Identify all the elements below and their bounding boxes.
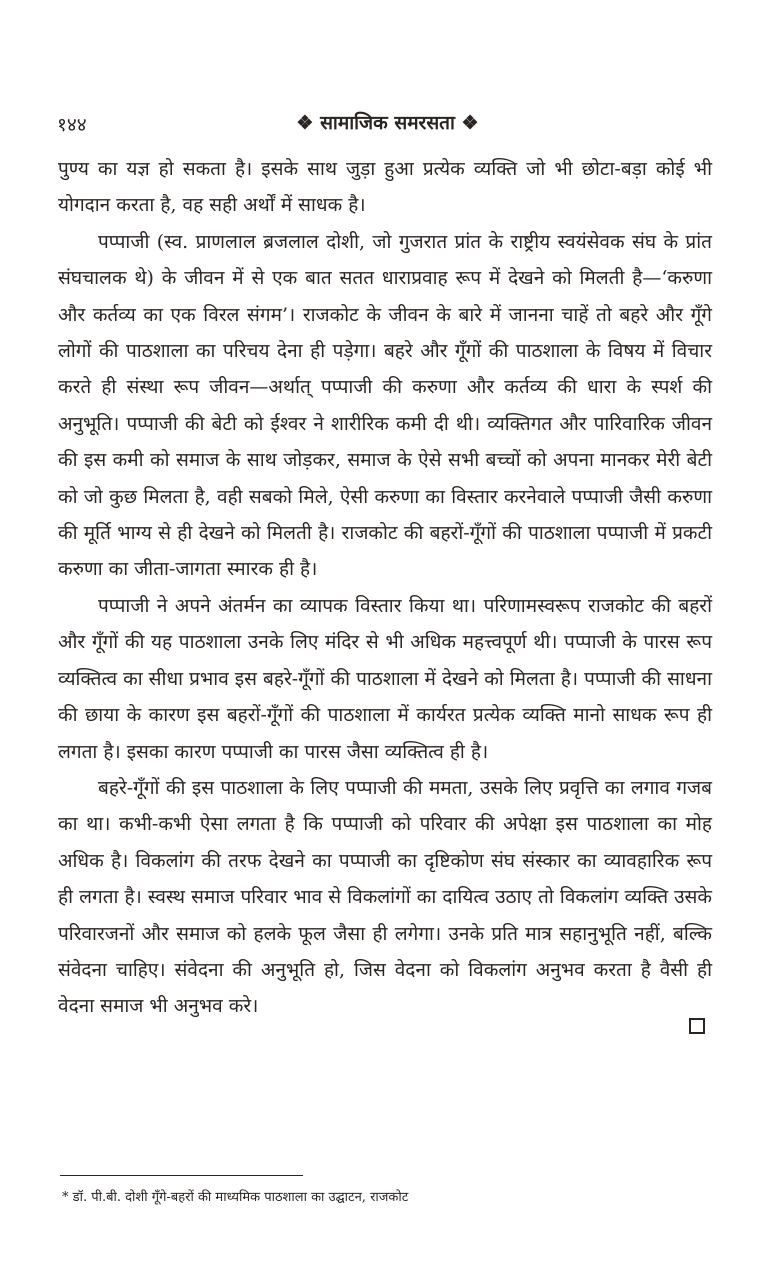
paragraph: बहरे-गूँगों की इस पाठशाला के लिए पप्पाजी की ममता, उसके लिए प्रवृत्ति का लगाव गजब का था। कभी-कभी ऐसा लगता है कि पप्पाजी को परिवार की अपेक्षा इस पाठशाला का मोह अधिक है। विकलांग की तरफ देखने का पप्पाजी का दृष्टिकोण संघ संस्कार का व्यावहारिक रूप ही लगता है। स्वस्थ समाज परिवार भाव से विकलांगों का दायित्व उठाए तो विकलांग व्यक्ति उसके परिवारजनों और समाज को हलके फूल जैसा ही लगेगा। उनके प्रति मात्र सहानुभूति नहीं, बल्कि संवेदना चाहिए। संवेदना की अनुभूति हो, जिस वेदना को विकलांग अनुभव करता है वैसी ही वेदना समाज भी अनुभव करे। xyxy=(58,776,712,1018)
footnote: * डॉ. पी.बी. दोशी गूँगे-बहरों की माध्यमिक पाठशाला का उद्घाटन, राजकोट xyxy=(62,1190,409,1205)
end-of-section-square-icon xyxy=(689,1018,705,1034)
page-number: १४४ xyxy=(57,114,87,136)
paragraph: पप्पाजी ने अपने अंतर्मन का व्यापक विस्तार किया था। परिणामस्वरूप राजकोट की बहरों और गूँगों की यह पाठशाला उनके लिए मंदिर से भी अधिक महत्त्वपूर्ण थी। पप्पाजी के पारस रूप व्यक्तित्व का सीधा प्रभाव इस बहरे-गूँगों की पाठशाला में देखने को मिलता है। पप्पाजी की साधना की छाया के कारण इस बहरों-गूँगों की पाठशाला में कार्यरत प्रत्येक व्यक्ति मानो साधक रूप ही लगता है। इसका कारण पप्पाजी का पारस जैसा व्यक्तित्व ही है। xyxy=(58,594,712,763)
footnote-divider xyxy=(60,1175,303,1176)
body-text xyxy=(58,151,712,1025)
paragraph: पप्पाजी (स्व. प्राणलाल ब्रजलाल दोशी, जो गुजरात प्रांत के राष्ट्रीय स्वयंसेवक संघ के प्रांत संघचालक थे) के जीवन में से एक बात सतत धाराप्रवाह रूप में देखने को मिलती है—‘करुणा और कर्तव्य का एक विरल संगम’। राजकोट के जीवन के बारे में जानना चाहें तो बहरे और गूँगे लोगों की पाठशाला का परिचय देना ही पड़ेगा। बहरे और गूँगों की पाठशाला के विषय में विचार करते ही संस्था रूप जीवन—अर्थात् पप्पाजी की करुणा और कर्तव्य की धारा के स्पर्श की अनुभूति। पप्पाजी की बेटी को ईश्वर ने शारीरिक कमी दी थी। व्यक्तिगत और पारिवारिक जीवन की इस कमी को समाज के साथ जोड़कर, समाज के ऐसे सभी बच्चों को अपना मानकर मेरी बेटी को जो कुछ मिलता है, वही सबको मिले, ऐसी करुणा का विस्तार करनेवाले पप्पाजी जैसी करुणा की मूर्ति भाग्य से ही देखने को मिलती है। राजकोट की बहरों-गूँगों की पाठशाला पप्पाजी में प्रकटी करुणा का जीता-जागता स्मारक ही है। xyxy=(58,230,712,581)
running-title: ❖ सामाजिक समरसता ❖ xyxy=(296,112,479,134)
paragraph-continued: पुण्य का यज्ञ हो सकता है। इसके साथ जुड़ा हुआ प्रत्येक व्यक्ति जो भी छोटा-बड़ा कोई भी योगदान करता है, वह सही अर्थों में साधक है। xyxy=(58,158,712,217)
